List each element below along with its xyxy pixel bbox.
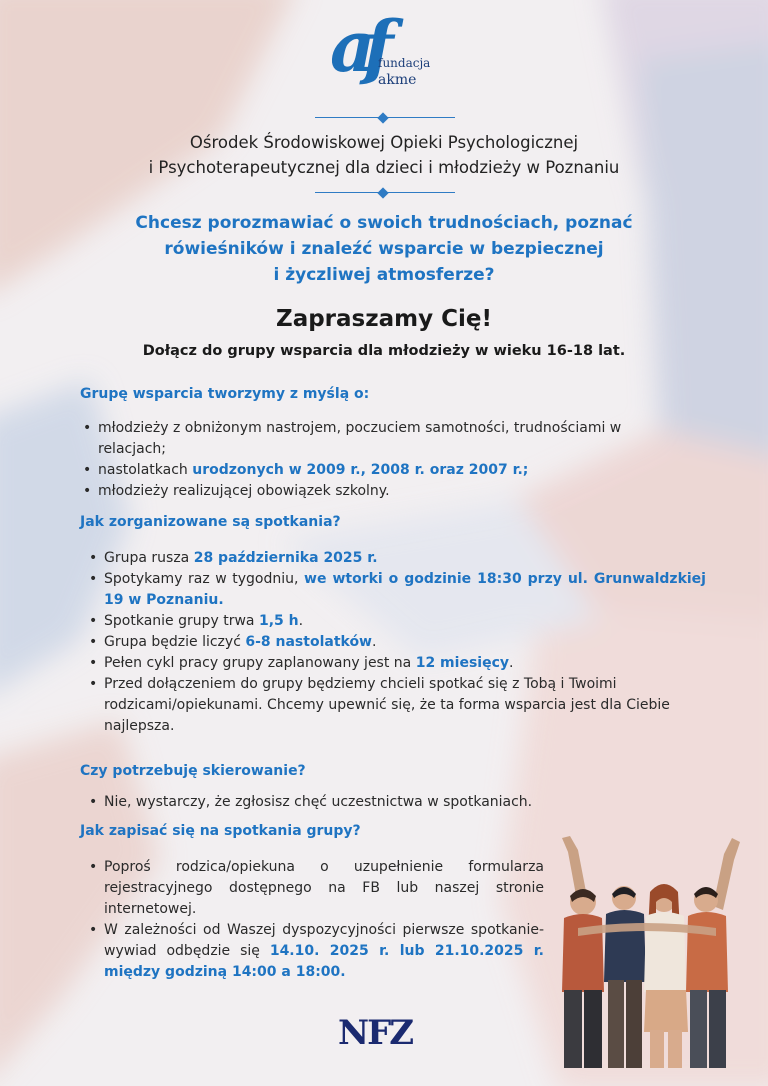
list-item-highlight: 6-8 nastolatków [245, 634, 372, 650]
list-item-highlight: 12 miesięcy [415, 655, 509, 671]
list-item-highlight: 14.10. 2025 r. lub 21.10.2025 r. między godziną 14:00 a 18:00. [104, 943, 544, 980]
list-item [86, 674, 706, 737]
bottom-divider [315, 189, 455, 197]
list-item [86, 632, 706, 653]
list-item-text: młodzieży realizującej obowiązek szkolny. [98, 483, 390, 499]
lead-question [60, 210, 708, 288]
list-item [80, 418, 640, 460]
group-hug-illustration [548, 832, 748, 1077]
section-target-heading: Grupę wsparcia tworzymy z myślą o: [80, 386, 370, 402]
list-item [86, 857, 544, 920]
org-title-line2: i Psychoterapeutycznej dla dzieci i młodzieży w Poznaniu [148, 158, 620, 177]
logo-line2: akme [378, 72, 417, 88]
org-title-line1: Ośrodek Środowiskowej Opieki Psychologicznej [189, 133, 579, 152]
list-item [86, 792, 706, 813]
section-signup-list [86, 857, 544, 983]
list-item-text: Grupa będzie liczyć [104, 634, 246, 650]
list-item-text: Pełen cykl pracy grupy zaplanowany jest na [104, 655, 416, 671]
list-item-text: Poproś rodzica/opiekuna o uzupełnienie formularza rejestracyjnego dostępnego na FB lub naszej stronie internetowej. [104, 859, 544, 917]
top-divider [315, 114, 455, 122]
list-item-text: nastolatkach [98, 462, 193, 478]
organization-title [40, 130, 728, 180]
list-item-text: Spotkanie grupy trwa [104, 613, 259, 629]
list-item [86, 548, 706, 569]
list-item-highlight: 28 października 2025 r. [193, 550, 378, 566]
list-item-suffix: . [509, 655, 514, 671]
list-item-highlight: we wtorki o godzinie 18:30 przy ul. Grunwaldzkiej 19 w Poznaniu. [104, 571, 706, 608]
list-item-text: W zależności od Waszej dyspozycyjności pierwsze spotkanie-wywiad odbędzie się [104, 922, 544, 959]
list-item-text: młodzieży z obniżonym nastrojem, poczuciem samotności, trudnościami w relacjach; [98, 420, 622, 457]
invite-heading: Zapraszamy Cię! [276, 306, 492, 332]
section-target-list [80, 418, 640, 502]
list-item-suffix: . [298, 613, 304, 629]
section-organization-heading: Jak zorganizowane są spotkania? [80, 514, 341, 530]
question-line3: i życzliwej atmosferze? [273, 265, 495, 285]
list-item [80, 481, 640, 502]
list-item [86, 569, 706, 611]
list-item-text: Grupa rusza [104, 550, 194, 566]
list-item [86, 611, 706, 632]
list-item-text: Spotykamy raz w tygodniu, [104, 571, 305, 587]
logo-mark: af [330, 5, 382, 88]
list-item-highlight: 1,5 h [258, 613, 299, 629]
list-item-suffix: . [372, 634, 377, 650]
list-item [86, 653, 706, 674]
question-line2: rówieśników i znaleźć wsparcie w bezpiecznej [164, 239, 604, 259]
list-item [86, 920, 544, 983]
list-item-highlight: urodzonych w 2009 r., 2008 r. oraz 2007 r.; [192, 462, 529, 478]
nfz-logo[interactable]: NFZ [338, 1013, 413, 1053]
fundacja-akme-logo[interactable] [330, 5, 440, 92]
list-item-text: Nie, wystarczy, że zgłosisz chęć uczestnictwa w spotkaniach. [104, 794, 533, 810]
list-item-text: Przed dołączeniem do grupy będziemy chcieli spotkać się z Tobą i Twoimi rodzicami/opiekunami. Chcemy upewnić się, że ta forma wsparcia jest dla Ciebie najlepsza. [104, 676, 670, 734]
section-signup-heading: Jak zapisać się na spotkania grupy? [80, 823, 361, 839]
list-item [80, 460, 640, 481]
join-subheading: Dołącz do grupy wsparcia dla młodzieży w wieku 16-18 lat. [142, 343, 626, 359]
section-organization-list [86, 548, 706, 737]
logo-line1: fundacja [378, 56, 431, 70]
section-referral-list [86, 792, 706, 813]
section-referral-heading: Czy potrzebuję skierowanie? [80, 763, 306, 779]
question-line1: Chcesz porozmawiać o swoich trudnościach, poznać [135, 213, 633, 233]
